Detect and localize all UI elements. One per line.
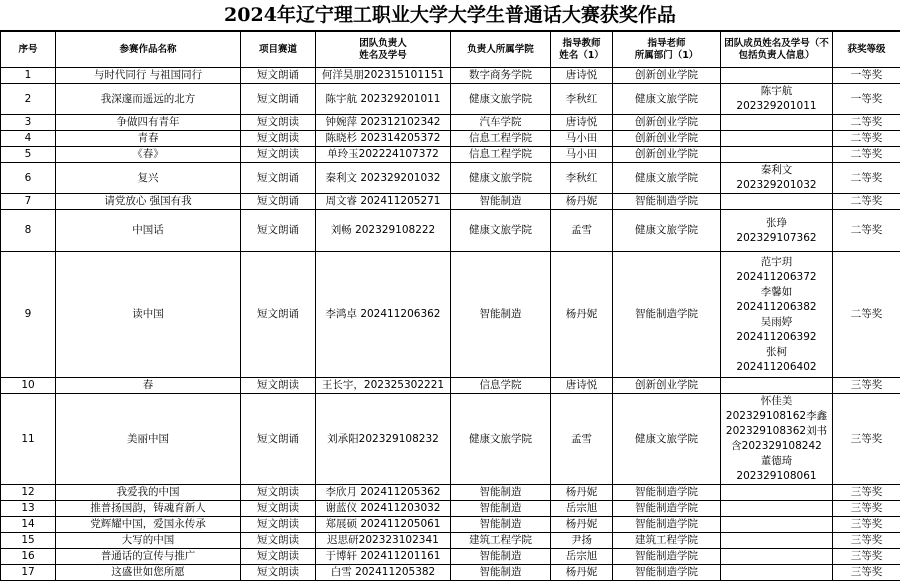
cell-dept: 创新创业学院 bbox=[613, 378, 721, 394]
cell-dept: 智能制造学院 bbox=[613, 517, 721, 533]
cell-members bbox=[721, 549, 833, 565]
cell-award: 一等奖 bbox=[833, 68, 900, 84]
table-row bbox=[1, 485, 900, 501]
cell-work: 请党放心 强国有我 bbox=[56, 194, 241, 210]
cell-teacher: 唐诗悦 bbox=[551, 378, 613, 394]
cell-leader: 白雪 202411205382 bbox=[316, 565, 451, 581]
cell-members bbox=[721, 485, 833, 501]
table-row bbox=[1, 115, 900, 131]
cell-award: 三等奖 bbox=[833, 501, 900, 517]
cell-award: 三等奖 bbox=[833, 394, 900, 485]
cell-college: 智能制造 bbox=[451, 549, 551, 565]
cell-leader: 陈宇航 202329201011 bbox=[316, 84, 451, 115]
cell-work: 中国话 bbox=[56, 210, 241, 252]
cell-award: 三等奖 bbox=[833, 565, 900, 581]
cell-members: 秦利文 202329201032 bbox=[721, 163, 833, 194]
cell-college: 建筑工程学院 bbox=[451, 533, 551, 549]
cell-dept: 创新创业学院 bbox=[613, 68, 721, 84]
cell-work: 普通话的宣传与推广 bbox=[56, 549, 241, 565]
cell-award: 二等奖 bbox=[833, 131, 900, 147]
cell-members bbox=[721, 501, 833, 517]
table-row bbox=[1, 501, 900, 517]
cell-members bbox=[721, 533, 833, 549]
cell-award: 二等奖 bbox=[833, 210, 900, 252]
cell-teacher: 马小田 bbox=[551, 147, 613, 163]
cell-track: 短文朗读 bbox=[241, 565, 316, 581]
cell-work: 这盛世如您所愿 bbox=[56, 565, 241, 581]
cell-award: 三等奖 bbox=[833, 378, 900, 394]
cell-dept: 健康文旅学院 bbox=[613, 394, 721, 485]
cell-no: 2 bbox=[1, 84, 56, 115]
cell-college: 健康文旅学院 bbox=[451, 163, 551, 194]
cell-award: 三等奖 bbox=[833, 533, 900, 549]
cell-no: 17 bbox=[1, 565, 56, 581]
cell-college: 健康文旅学院 bbox=[451, 210, 551, 252]
cell-award: 三等奖 bbox=[833, 485, 900, 501]
awards-table bbox=[0, 31, 900, 581]
cell-teacher: 杨丹妮 bbox=[551, 517, 613, 533]
table-row bbox=[1, 549, 900, 565]
cell-no: 10 bbox=[1, 378, 56, 394]
cell-track: 短文朗诵 bbox=[241, 84, 316, 115]
header-college: 负责人所属学院 bbox=[451, 32, 551, 68]
cell-college: 智能制造 bbox=[451, 501, 551, 517]
cell-award: 二等奖 bbox=[833, 194, 900, 210]
cell-work: 青春 bbox=[56, 131, 241, 147]
cell-dept: 建筑工程学院 bbox=[613, 533, 721, 549]
cell-teacher: 孟雪 bbox=[551, 210, 613, 252]
cell-teacher: 杨丹妮 bbox=[551, 252, 613, 378]
cell-dept: 健康文旅学院 bbox=[613, 163, 721, 194]
table-row bbox=[1, 533, 900, 549]
cell-award: 二等奖 bbox=[833, 163, 900, 194]
cell-no: 5 bbox=[1, 147, 56, 163]
cell-college: 智能制造 bbox=[451, 194, 551, 210]
cell-teacher: 杨丹妮 bbox=[551, 565, 613, 581]
table-row bbox=[1, 252, 900, 378]
cell-work: 读中国 bbox=[56, 252, 241, 378]
cell-members bbox=[721, 131, 833, 147]
table-row bbox=[1, 163, 900, 194]
cell-members: 怀佳美 202329108162李鑫 202329108362刘书 含202329108242 董德琦 202329108061 bbox=[721, 394, 833, 485]
cell-college: 智能制造 bbox=[451, 485, 551, 501]
table-row bbox=[1, 194, 900, 210]
cell-college: 健康文旅学院 bbox=[451, 84, 551, 115]
header-teacher: 指导教师 姓名（1） bbox=[551, 32, 613, 68]
cell-college: 汽车学院 bbox=[451, 115, 551, 131]
cell-leader: 刘畅 202329108222 bbox=[316, 210, 451, 252]
header-no: 序号 bbox=[1, 32, 56, 68]
cell-leader: 迟思研202323102341 bbox=[316, 533, 451, 549]
cell-award: 三等奖 bbox=[833, 549, 900, 565]
cell-no: 3 bbox=[1, 115, 56, 131]
cell-track: 短文朗读 bbox=[241, 378, 316, 394]
cell-college: 信息工程学院 bbox=[451, 131, 551, 147]
cell-teacher: 唐诗悦 bbox=[551, 68, 613, 84]
table-row bbox=[1, 131, 900, 147]
cell-leader: 刘承阳202329108232 bbox=[316, 394, 451, 485]
cell-dept: 健康文旅学院 bbox=[613, 210, 721, 252]
cell-college: 智能制造 bbox=[451, 517, 551, 533]
cell-no: 6 bbox=[1, 163, 56, 194]
cell-members bbox=[721, 378, 833, 394]
cell-leader: 谢蓝仪 202411203032 bbox=[316, 501, 451, 517]
cell-members: 陈宇航 202329201011 bbox=[721, 84, 833, 115]
cell-members: 张琤 202329107362 bbox=[721, 210, 833, 252]
cell-leader: 钟婉萍 202312102342 bbox=[316, 115, 451, 131]
cell-dept: 创新创业学院 bbox=[613, 131, 721, 147]
cell-work: 大写的中国 bbox=[56, 533, 241, 549]
cell-teacher: 孟雪 bbox=[551, 394, 613, 485]
cell-teacher: 尹扬 bbox=[551, 533, 613, 549]
cell-dept: 智能制造学院 bbox=[613, 549, 721, 565]
table-row bbox=[1, 210, 900, 252]
cell-leader: 李鸿卓 202411206362 bbox=[316, 252, 451, 378]
cell-college: 数字商务学院 bbox=[451, 68, 551, 84]
cell-no: 9 bbox=[1, 252, 56, 378]
cell-teacher: 李秋红 bbox=[551, 163, 613, 194]
cell-work: 我爱我的中国 bbox=[56, 485, 241, 501]
table-row bbox=[1, 147, 900, 163]
header-leader: 团队负责人 姓名及学号 bbox=[316, 32, 451, 68]
cell-dept: 创新创业学院 bbox=[613, 147, 721, 163]
table-row bbox=[1, 378, 900, 394]
cell-no: 13 bbox=[1, 501, 56, 517]
cell-no: 8 bbox=[1, 210, 56, 252]
cell-leader: 陈晓杉 202314205372 bbox=[316, 131, 451, 147]
cell-dept: 健康文旅学院 bbox=[613, 84, 721, 115]
table-row bbox=[1, 394, 900, 485]
cell-no: 1 bbox=[1, 68, 56, 84]
cell-teacher: 杨丹妮 bbox=[551, 485, 613, 501]
cell-track: 短文朗读 bbox=[241, 485, 316, 501]
cell-dept: 智能制造学院 bbox=[613, 252, 721, 378]
header-work: 参赛作品名称 bbox=[56, 32, 241, 68]
cell-no: 15 bbox=[1, 533, 56, 549]
cell-dept: 创新创业学院 bbox=[613, 115, 721, 131]
cell-work: 美丽中国 bbox=[56, 394, 241, 485]
cell-track: 短文朗诵 bbox=[241, 163, 316, 194]
cell-work: 争做四有青年 bbox=[56, 115, 241, 131]
cell-members: 范宇玥 202411206372 李馨如 202411206382 吴雨婷 202411206392 张柯 202411206402 bbox=[721, 252, 833, 378]
cell-track: 短文朗读 bbox=[241, 501, 316, 517]
cell-college: 智能制造 bbox=[451, 252, 551, 378]
cell-teacher: 岳宗旭 bbox=[551, 549, 613, 565]
cell-track: 短文朗诵 bbox=[241, 68, 316, 84]
cell-members bbox=[721, 194, 833, 210]
cell-dept: 智能制造学院 bbox=[613, 501, 721, 517]
cell-track: 短文朗诵 bbox=[241, 194, 316, 210]
cell-track: 短文朗读 bbox=[241, 147, 316, 163]
cell-track: 短文朗诵 bbox=[241, 210, 316, 252]
header-members: 团队成员姓名及学号（不包括负责人信息） bbox=[721, 32, 833, 68]
cell-leader: 王长宇，202325302221 bbox=[316, 378, 451, 394]
header-track: 项目赛道 bbox=[241, 32, 316, 68]
cell-track: 短文朗读 bbox=[241, 549, 316, 565]
cell-award: 二等奖 bbox=[833, 252, 900, 378]
cell-members bbox=[721, 147, 833, 163]
cell-track: 短文朗读 bbox=[241, 533, 316, 549]
cell-leader: 何洋昊朋202315101151 bbox=[316, 68, 451, 84]
cell-track: 短文朗读 bbox=[241, 517, 316, 533]
cell-no: 14 bbox=[1, 517, 56, 533]
cell-work: 复兴 bbox=[56, 163, 241, 194]
cell-leader: 郑展硕 202411205061 bbox=[316, 517, 451, 533]
cell-teacher: 杨丹妮 bbox=[551, 194, 613, 210]
cell-teacher: 马小田 bbox=[551, 131, 613, 147]
cell-work: 党辉耀中国，爱国永传承 bbox=[56, 517, 241, 533]
cell-no: 7 bbox=[1, 194, 56, 210]
header-dept: 指导老师 所属部门（1） bbox=[613, 32, 721, 68]
cell-award: 三等奖 bbox=[833, 517, 900, 533]
table-body bbox=[1, 68, 900, 581]
cell-work: 与时代同行 与祖国同行 bbox=[56, 68, 241, 84]
cell-work: 《春》 bbox=[56, 147, 241, 163]
cell-teacher: 李秋红 bbox=[551, 84, 613, 115]
cell-teacher: 岳宗旭 bbox=[551, 501, 613, 517]
cell-leader: 李欣月 202411205362 bbox=[316, 485, 451, 501]
cell-members bbox=[721, 115, 833, 131]
cell-work: 我深邃而遥远的北方 bbox=[56, 84, 241, 115]
cell-leader: 单玲玉202224107372 bbox=[316, 147, 451, 163]
cell-leader: 秦利文 202329201032 bbox=[316, 163, 451, 194]
cell-college: 信息学院 bbox=[451, 378, 551, 394]
cell-award: 二等奖 bbox=[833, 147, 900, 163]
cell-no: 12 bbox=[1, 485, 56, 501]
cell-no: 16 bbox=[1, 549, 56, 565]
cell-leader: 于博轩 202411201161 bbox=[316, 549, 451, 565]
page-title: 2024年辽宁理工职业大学大学生普通话大赛获奖作品 bbox=[0, 0, 900, 31]
cell-teacher: 唐诗悦 bbox=[551, 115, 613, 131]
cell-dept: 智能制造学院 bbox=[613, 565, 721, 581]
cell-leader: 周文睿 202411205271 bbox=[316, 194, 451, 210]
cell-track: 短文朗读 bbox=[241, 131, 316, 147]
cell-award: 一等奖 bbox=[833, 84, 900, 115]
table-row bbox=[1, 84, 900, 115]
cell-work: 推普扬国韵，铸魂育新人 bbox=[56, 501, 241, 517]
cell-track: 短文朗读 bbox=[241, 115, 316, 131]
cell-college: 智能制造 bbox=[451, 565, 551, 581]
cell-college: 健康文旅学院 bbox=[451, 394, 551, 485]
cell-no: 4 bbox=[1, 131, 56, 147]
header-award: 获奖等级 bbox=[833, 32, 900, 68]
cell-members bbox=[721, 68, 833, 84]
cell-college: 信息工程学院 bbox=[451, 147, 551, 163]
cell-members bbox=[721, 517, 833, 533]
cell-work: 春 bbox=[56, 378, 241, 394]
cell-track: 短文朗诵 bbox=[241, 394, 316, 485]
cell-no: 11 bbox=[1, 394, 56, 485]
cell-track: 短文朗诵 bbox=[241, 252, 316, 378]
table-row bbox=[1, 68, 900, 84]
table-row bbox=[1, 517, 900, 533]
header-row bbox=[1, 32, 900, 68]
cell-dept: 智能制造学院 bbox=[613, 485, 721, 501]
cell-dept: 智能制造学院 bbox=[613, 194, 721, 210]
cell-award: 二等奖 bbox=[833, 115, 900, 131]
